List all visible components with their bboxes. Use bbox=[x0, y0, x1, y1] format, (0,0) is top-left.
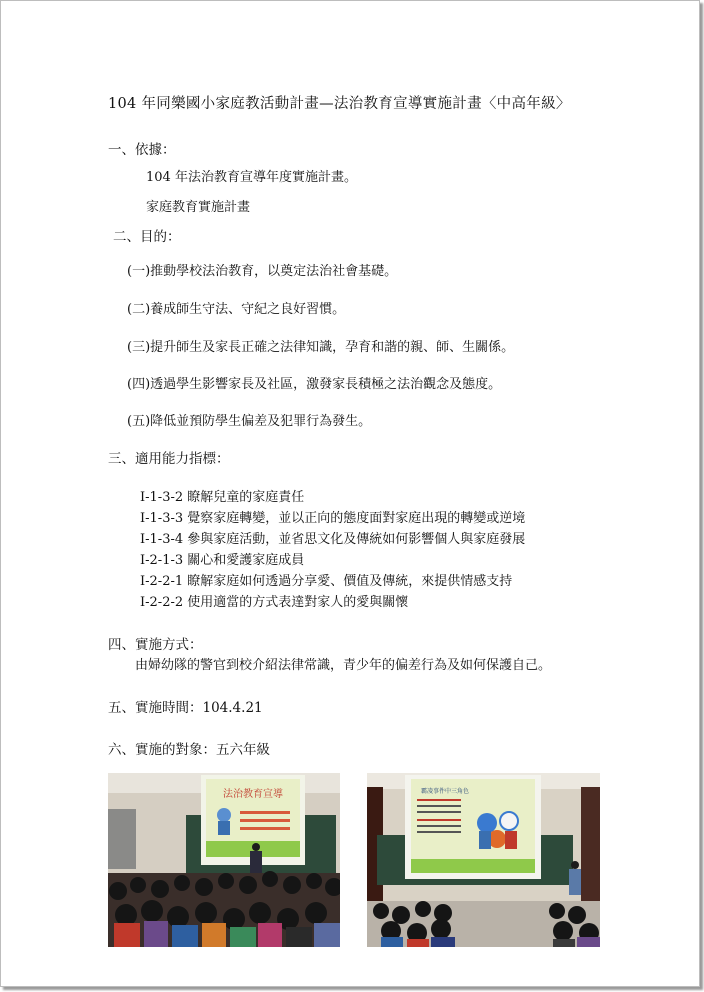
classroom-photo-2-image bbox=[367, 773, 600, 947]
photo2-slide-title: 霸凌事件中三角色 bbox=[420, 788, 470, 795]
method-text: 由婦幼隊的警官到校介紹法律常識，青少年的偏差行為及如何保護自己。 bbox=[135, 658, 552, 673]
basis-item: 家庭教育實施計畫 bbox=[146, 200, 251, 215]
section-target: 六、實施的對象：五六年級 bbox=[108, 742, 270, 758]
classroom-photo-2 bbox=[367, 773, 600, 947]
section-time: 五、實施時間：104.4.21 bbox=[108, 700, 263, 716]
basis-item: 104 年法治教育宣導年度實施計畫。 bbox=[146, 170, 357, 185]
classroom-photo-1-image bbox=[108, 773, 340, 947]
purpose-item: (一)推動學校法治教育，以奠定法治社會基礎。 bbox=[127, 264, 398, 279]
indicator-item: I-2-2-2 使用適當的方式表達對家人的愛與關懷 bbox=[140, 595, 409, 610]
classroom-photo-1 bbox=[108, 773, 340, 947]
indicator-item: I-1-3-4 參與家庭活動，並省思文化及傳統如何影響個人與家庭發展 bbox=[140, 532, 526, 547]
section-purpose-heading: 二、目的： bbox=[113, 229, 181, 245]
section-basis-heading: 一、依據： bbox=[108, 142, 176, 158]
purpose-item: (三)提升師生及家長正確之法律知識，孕育和諧的親、師、生關係。 bbox=[127, 340, 515, 355]
purpose-item: (四)透過學生影響家長及社區，激發家長積極之法治觀念及態度。 bbox=[127, 377, 502, 392]
purpose-item: (五)降低並預防學生偏差及犯罪行為發生。 bbox=[127, 414, 372, 429]
purpose-item: (二)養成師生守法、守紀之良好習慣。 bbox=[127, 302, 346, 317]
indicator-item: I-1-3-3 覺察家庭轉變，並以正向的態度面對家庭出現的轉變或逆境 bbox=[140, 511, 526, 526]
section-method-heading: 四、實施方式： bbox=[108, 637, 203, 653]
indicator-item: I-2-2-1 瞭解家庭如何透過分享愛、價值及傳統，來提供情感支持 bbox=[140, 574, 513, 589]
indicator-item: I-1-3-2 瞭解兒童的家庭責任 bbox=[140, 490, 305, 505]
section-indicators-heading: 三、適用能力指標： bbox=[108, 451, 230, 467]
document-title: 104 年同樂國小家庭教活動計畫—法治教育宣導實施計畫〈中高年級〉 bbox=[108, 96, 571, 112]
indicator-item: I-2-1-3 關心和愛護家庭成員 bbox=[140, 553, 305, 568]
photo1-slide-title: 法治教育宣導 bbox=[223, 789, 283, 800]
